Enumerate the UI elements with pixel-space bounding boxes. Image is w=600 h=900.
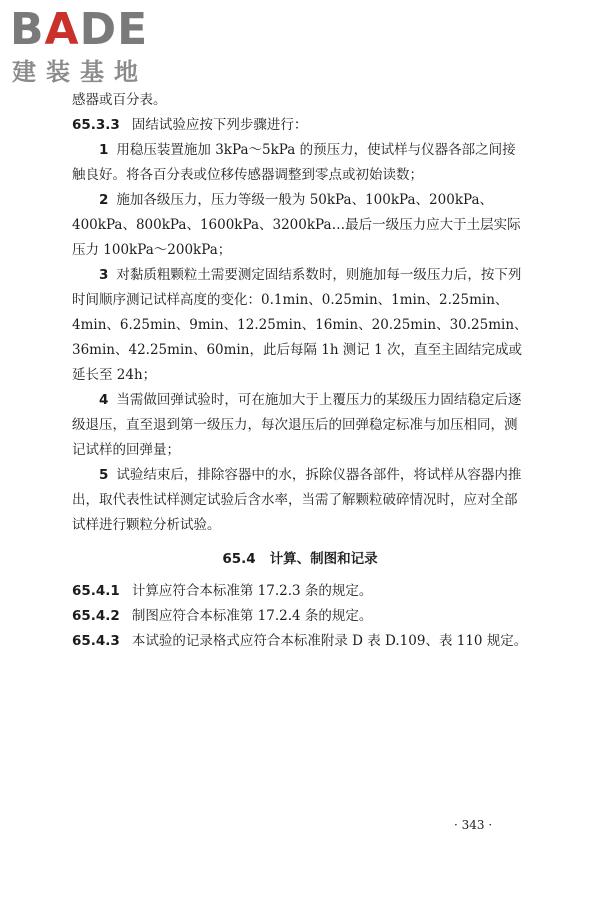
logo-subtitle: 建装基地 <box>12 58 148 86</box>
section-number: 65.4 <box>222 551 256 567</box>
logo-wordmark: BADE <box>10 4 149 55</box>
clause-65-3-3 <box>72 113 528 138</box>
clause-number: 65.4.3 <box>72 633 120 649</box>
clause-65-4-3 <box>72 629 528 654</box>
step-item <box>72 263 528 388</box>
step-item <box>72 138 528 188</box>
step-number: 5 <box>99 467 109 483</box>
step-text: 试验结束后，排除容器中的水，拆除仪器各部件，将试样从容器内推出，取代表性试样测定试验后含水率，当需了解颗粒破碎情况时，应对全部试样进行颗粒分析试验。 <box>72 467 522 533</box>
step-text: 当需做回弹试验时，可在施加大于上覆压力的某级压力固结稳定后逐级退压，直至退到第一级压力，每次退压后的回弹稳定标准与加压相同，测记试样的回弹量； <box>72 392 522 458</box>
clause-text: 本试验的记录格式应符合本标准附录 D 表 D.109、表 110 规定。 <box>131 633 528 649</box>
section-title: 计算、制图和记录 <box>269 551 378 567</box>
logo <box>10 6 180 86</box>
clause-65-4-2 <box>72 604 528 629</box>
clause-text: 固结试验应按下列步骤进行： <box>131 117 308 133</box>
continued-text: 感器或百分表。 <box>72 92 167 108</box>
section-heading-65-4 <box>72 547 528 572</box>
step-item <box>72 388 528 463</box>
step-item <box>72 463 528 538</box>
step-number: 1 <box>99 142 109 158</box>
step-text: 用稳压装置施加 3kPa～5kPa 的预压力，使试样与仪器各部之间接触良好。将各百分表或位移传感器调整到零点或初始读数； <box>72 142 516 183</box>
clause-number: 65.4.2 <box>72 608 120 624</box>
clause-number: 65.3.3 <box>72 117 120 133</box>
page-number: · 343 · <box>454 818 493 832</box>
clause-65-4-1 <box>72 579 528 604</box>
document-body <box>72 88 528 654</box>
clause-text: 制图应符合本标准第 17.2.4 条的规定。 <box>131 608 373 624</box>
clause-number: 65.4.1 <box>72 583 120 599</box>
step-text: 对黏质粗颗粒土需要测定固结系数时，则施加每一级压力后，按下列时间顺序测记试样高度的变化：0.1min、0.25min、1min、2.25min、4min、6.25min、9min、12.25min、16min、20.25min、30.25min、36min、42.25min、60min，此后每隔 1h 测记 1 次，直至主固结完成或延长至 24h； <box>72 267 528 383</box>
step-text: 施加各级压力，压力等级一般为 50kPa、100kPa、200kPa、400kPa、800kPa、1600kPa、3200kPa…最后一级压力应大于土层实际压力 100kPa～200kPa； <box>72 192 521 258</box>
clause-text: 计算应符合本标准第 17.2.3 条的规定。 <box>131 583 373 599</box>
step-item <box>72 188 528 263</box>
step-number: 4 <box>99 392 109 408</box>
step-number: 2 <box>99 192 109 208</box>
step-number: 3 <box>99 267 109 283</box>
